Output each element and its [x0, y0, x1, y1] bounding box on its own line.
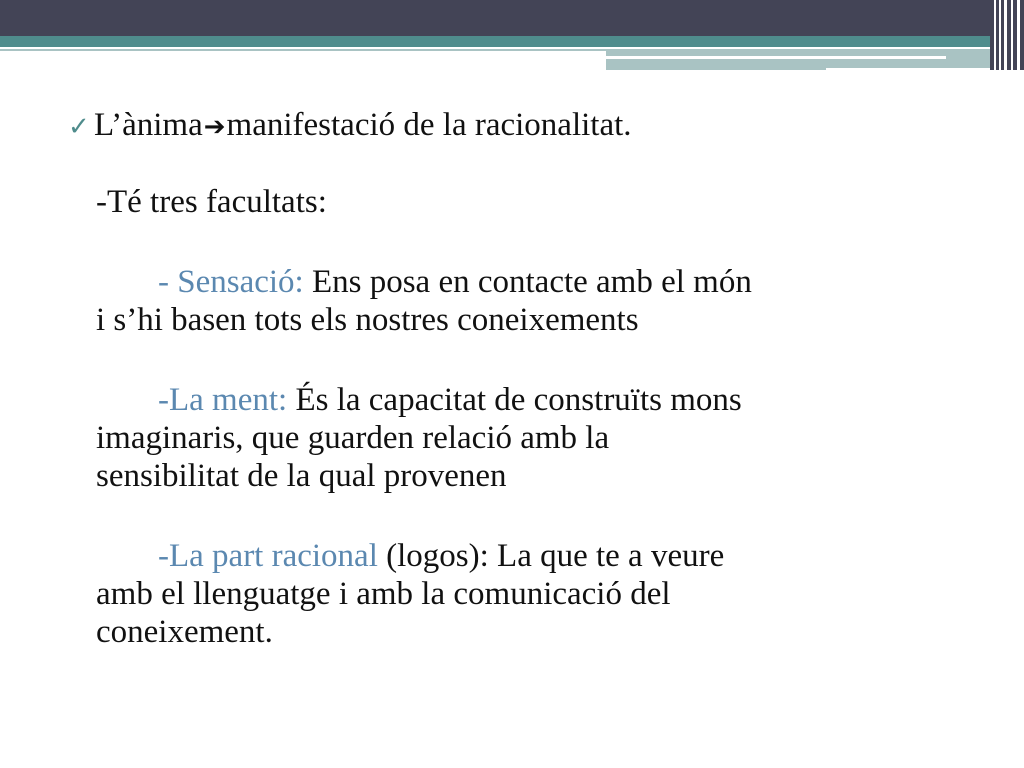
- bullet-term: L’ànima: [94, 107, 203, 143]
- bullet-text: manifestació de la racionalitat.: [226, 107, 632, 143]
- corner-stripes: [990, 0, 1024, 70]
- faculty-cont-ment: imaginaris, que guarden relació amb la: [96, 420, 610, 456]
- header-lower-line: [606, 68, 826, 70]
- faculty-cont-sensacio: i s’hi basen tots els nostres coneixements: [96, 302, 639, 338]
- bullet-item: [68, 106, 958, 146]
- slide-body: [68, 106, 958, 651]
- faculty-label-racional: -La part racional: [158, 538, 378, 574]
- faculty-racional: [96, 537, 958, 651]
- faculty-text-racional: (logos): La que te a veure: [377, 538, 725, 574]
- header-teal-band: [0, 36, 1024, 47]
- header-white-rule: [606, 56, 946, 59]
- faculty-label-ment: -La ment:: [158, 382, 288, 418]
- header-thin-line: [0, 49, 606, 51]
- faculty-cont2-ment: sensibilitat de la qual provenen: [96, 458, 507, 494]
- checkmark-icon: ✓: [68, 112, 90, 142]
- faculty-cont-racional: amb el llenguatge i amb la comunicació del: [96, 576, 671, 612]
- faculty-sensacio: [96, 263, 958, 339]
- right-arrow-icon: ➔: [203, 112, 226, 142]
- faculty-text-sensacio: Ens posa en contacte amb el món: [303, 264, 752, 300]
- header-dark-band: [0, 0, 1024, 36]
- faculty-label-sensacio: - Sensació:: [158, 264, 304, 300]
- faculty-cont2-racional: coneixement.: [96, 614, 273, 650]
- faculty-text-ment: És la capacitat de construïts mons: [287, 382, 742, 418]
- intro-line: -Té tres facultats:: [96, 184, 327, 220]
- faculty-ment: [96, 381, 958, 495]
